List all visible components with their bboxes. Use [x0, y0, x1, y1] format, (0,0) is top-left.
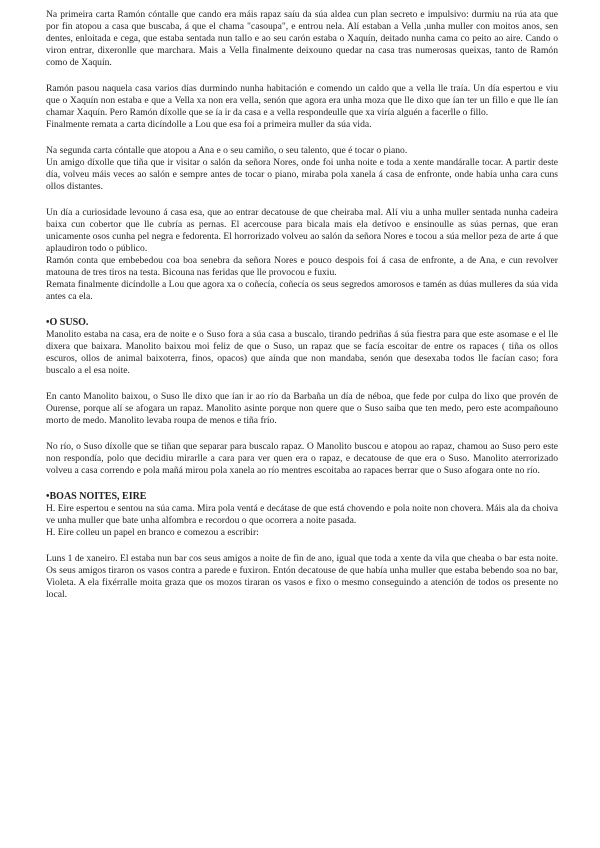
paragraph-gap	[46, 69, 558, 83]
paragraph: Finalmente remata a carta dicíndolle a Lou que esa foi a primeira muller da súa vida.	[46, 119, 372, 130]
paragraph-gap	[46, 477, 558, 491]
paragraph-gap	[46, 427, 558, 441]
paragraph: Manolito estaba na casa, era de noite e o Suso fora a súa casa a buscalo, tirando pedriñas á súa fiestra para que este asomase e el lle dixera que baixara. Manolito baixou moi feliz de que o Suso, un rapaz que se facía escoitar de entre os rapaces ( tiña os ollos escuros, ollos de animal baixoterra, finos, opacos) que aínda que non mandaba, senón que desexaba todos lle facían caso; fora buscalo a el esa noite.	[46, 329, 558, 376]
paragraph-gap	[46, 303, 558, 317]
section-heading: •O SUSO.	[46, 317, 89, 328]
paragraph-gap	[46, 131, 558, 145]
paragraph: H. Eire espertou e sentou na súa cama. Mira pola ventá e decátase de que está chovendo e pola noite non chovera. Máis ala da choiva ve unha muller que bate unha alfombra e recordou o que ocorrera a noite pasada.	[46, 503, 558, 526]
paragraph: Ramón conta que embebedou coa boa senebra da señora Nores e pouco despois foi á casa de enfronte, a de Ana, e cun revolver matouna de tres tiros na testa. Bicouna nas feridas que lle provocou e fuxiu.	[46, 255, 558, 278]
paragraph: Un amigo díxolle que tiña que ir visitar o salón da señora Nores, onde foi unha noite e toda a xente mandáralle tocar. A partir deste día, volveu máis veces ao salón e sempre antes de tocar o piano, miraba pola xanela á casa de enfronte, onde había unha cara cuns ollos distantes.	[46, 157, 558, 192]
paragraph: Ramón pasou naquela casa varios días durmindo nunha habitación e comendo un caldo que a vella lle traía. Un día espertou e viu que o Xaquín non estaba e que a Vella xa non era vella, senón que agora era unha moza que lle dixo que ían ter un fillo e que lle ían chamar Xaquín. Pero Ramón díxolle que se ía ir da casa e a vella respondeulle que xa viría alguén a facerlle o fillo.	[46, 83, 558, 118]
paragraph: No río, o Suso díxolle que se tiñan que separar para buscalo rapaz. O Manolito buscou e atopou ao rapaz, chamou ao Suso pero este non respondía, polo que decidiu mirarlle a cara para ver quen era o rapaz, e decatouse de que era o Suso. Manolito aterrorizado volveu a casa correndo e pola mañá mirou pola xanela ao río mentres escoitaba ao rapaces berrar que o Suso afogara onte no río.	[46, 441, 558, 476]
paragraph: Na primeira carta Ramón cóntalle que cando era máis rapaz saíu da súa aldea cun plan secreto e impulsivo: durmiu na rúa ata que por fin atopou a casa que buscaba, á que el chama "casoupa", e entrou nela. Alí estaban a Vella ,unha muller con moitos anos, sen dentes, enloitada e cega, que estaba sentada nun tallo e ao seu carón estaba o Xaquín, deitado nunha cama co peito ao aire. Cando o viron entrar, dixeronlle que marchara. Mais a Vella finalmente deixouno quedar na casa tras numerosas queixas, tanto de Ramón como de Xaquín.	[46, 9, 558, 68]
paragraph: Luns 1 de xaneiro. El estaba nun bar cos seus amigos a noite de fin de ano, igual que toda a xente da vila que cheaba o bar esta noite. Os seus amigos tiraron os vasos contra a parede e fuxiron. Entón decatouse de que había unha muller que estaba bebendo soa no bar, Violeta. A ela fixérralle moita graza que os mozos tiraran os vasos e fixo o mesmo conseguindo a atención de todos os presente no local.	[46, 553, 558, 600]
paragraph-gap	[46, 377, 558, 391]
paragraph: H. Eire colleu un papel en branco e comezou a escribir:	[46, 527, 259, 538]
section-heading: •BOAS NOITES, EIRE	[46, 491, 147, 502]
paragraph: En canto Manolito baixou, o Suso lle dixo que ían ir ao río da Barbaña un día de néboa, que fede por culpa do lixo que provén de Ourense, porque alí se afogara un rapaz. Manolito asinte porque non quere que o Suso saiba que ten medo, pero este acompañouno morto de medo. Manolito levaba roupa de menos e tiña frío.	[46, 391, 558, 426]
paragraph: Na segunda carta cóntalle que atopou a Ana e o seu camiño, o seu talento, que é tocar o piano.	[46, 145, 408, 156]
paragraph-gap	[46, 193, 558, 207]
paragraph: Un día a curiosidade levouno á casa esa, que ao entrar decatouse de que cheiraba mal. Alí viu a unha muller sentada nunha cadeira baixa cun cobertor que lle cubría as pernas. El acercouse para bicala mais ela detívoo e ensinoulle as súas pernas, que eran unicamente osos cunha pel negra e fedorenta. El horrorizado volveu ao salón da señora Nores e tocou a súa mellor peza de arte á que aplaudiron todo o público.	[46, 207, 558, 254]
paragraph-gap	[46, 539, 558, 553]
paragraph: Remata finalmente dicíndolle a Lou que agora xa o coñecía, coñecía os seus segredos amorosos e tamén as dúas mulleres da súa vida antes ca ela.	[46, 279, 558, 302]
